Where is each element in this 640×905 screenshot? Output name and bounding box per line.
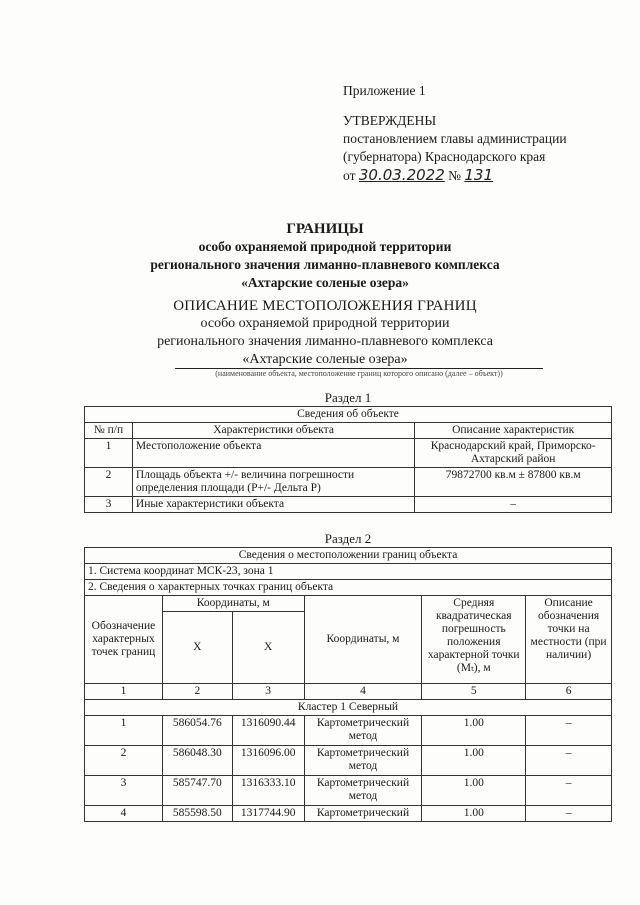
point-number: 4 — [85, 806, 163, 822]
row-name: Местоположение объекта — [132, 439, 414, 468]
section2-title: Раздел 2 — [324, 531, 372, 546]
section1-title: Раздел 1 — [324, 390, 372, 405]
point-y: 1317744.90 — [232, 806, 304, 822]
point-number: 2 — [85, 746, 163, 776]
boundaries-title — [90, 220, 560, 292]
header-designation: Обозначение характерных точек границ — [85, 596, 163, 684]
point-error: 1.00 — [422, 776, 526, 806]
row-value: 79872700 кв.м ± 87800 кв.м — [415, 468, 612, 497]
description-line-3: «Ахтарские соленые озера» — [242, 352, 408, 367]
appendix-label: Приложение 1 — [343, 83, 426, 98]
cluster-label: Кластер 1 Северный — [85, 700, 612, 716]
point-method: Картометрический метод — [304, 716, 422, 746]
description-title — [90, 297, 560, 369]
header-x: X — [162, 612, 232, 684]
col-number: 1 — [85, 684, 163, 700]
point-method: Картометрический метод — [304, 776, 422, 806]
approval-date-line — [343, 166, 633, 185]
row-number: 1 — [85, 439, 133, 468]
approval-line-2: (губернатора) Краснодарского края — [343, 149, 546, 164]
approval-number: 131 — [464, 166, 494, 184]
boundary-points-table — [84, 547, 612, 822]
header-coords: Координаты, м — [162, 596, 304, 612]
header-method: Координаты, м — [304, 596, 422, 684]
approval-date: 30.03.2022 — [358, 166, 445, 184]
point-y: 1316333.10 — [232, 776, 304, 806]
point-error: 1.00 — [422, 746, 526, 776]
table-row — [85, 716, 612, 746]
col-number: 2 — [162, 684, 232, 700]
table-row — [85, 746, 612, 776]
object-info-table — [84, 406, 612, 513]
table-row — [85, 497, 612, 513]
header-error: Средняя квадратическая погрешность положения характерной точки (Mₜ), м — [422, 596, 526, 684]
number-label: № — [448, 168, 462, 183]
point-method: Картометрический — [304, 806, 422, 822]
header-y: X — [232, 612, 304, 684]
header-characteristics: Характеристики объекта — [132, 423, 414, 439]
description-line-1: особо охраняемой природной территории — [200, 316, 450, 331]
coord-system: 1. Система координат МСК-23, зона 1 — [85, 564, 612, 580]
section1-table-title: Сведения об объекте — [85, 407, 612, 423]
from-label: от — [343, 168, 356, 183]
row-number: 2 — [85, 468, 133, 497]
description-note: (наименование объекта, местоположение границ которого описано (далее – объект)) — [215, 369, 503, 378]
table-row — [85, 468, 612, 497]
approval-block — [343, 82, 633, 185]
point-x: 586048.30 — [162, 746, 232, 776]
header-description: Описание характеристик — [415, 423, 612, 439]
row-value: Краснодарский край, Приморско-Ахтарский район — [415, 439, 612, 468]
point-error: 1.00 — [422, 716, 526, 746]
row-name: Площадь объекта +/- величина погрешности определения площади (P+/- Дельта P) — [132, 468, 414, 497]
section2-table-title: Сведения о местоположении границ объекта — [85, 548, 612, 564]
col-number: 6 — [526, 684, 612, 700]
point-desc: – — [526, 746, 612, 776]
table-row — [85, 776, 612, 806]
col-number: 5 — [422, 684, 526, 700]
table-row — [85, 806, 612, 822]
point-method: Картометрический метод — [304, 746, 422, 776]
row-value: – — [415, 497, 612, 513]
approved-label: УТВЕРЖДЕНЫ — [343, 113, 437, 128]
title-line-1: особо охраняемой природной территории — [198, 239, 452, 254]
title-line-2: регионального значения лиманно-плавневого комплекса — [150, 257, 500, 272]
point-number: 3 — [85, 776, 163, 806]
point-y: 1316096.00 — [232, 746, 304, 776]
point-desc: – — [526, 776, 612, 806]
point-number: 1 — [85, 716, 163, 746]
row-number: 3 — [85, 497, 133, 513]
row-name: Иные характеристики объекта — [132, 497, 414, 513]
col-number: 3 — [232, 684, 304, 700]
header-number: № п/п — [85, 423, 133, 439]
description-heading: ОПИСАНИЕ МЕСТОПОЛОЖЕНИЯ ГРАНИЦ — [173, 298, 477, 314]
point-y: 1316090.44 — [232, 716, 304, 746]
point-desc: – — [526, 806, 612, 822]
point-x: 586054.76 — [162, 716, 232, 746]
approval-line-1: постановлением главы администрации — [343, 131, 567, 146]
point-x: 585747.70 — [162, 776, 232, 806]
title-heading: ГРАНИЦЫ — [286, 221, 364, 237]
table-row — [85, 439, 612, 468]
point-desc: – — [526, 716, 612, 746]
description-line-2: регионального значения лиманно-плавневого комплекса — [157, 334, 493, 349]
point-error: 1.00 — [422, 806, 526, 822]
col-number: 4 — [304, 684, 422, 700]
header-point-desc: Описание обозначения точки на местности (при наличии) — [526, 596, 612, 684]
title-line-3: «Ахтарские соленые озера» — [241, 275, 409, 290]
points-info: 2. Сведения о характерных точках границ объекта — [85, 580, 612, 596]
point-x: 585598.50 — [162, 806, 232, 822]
